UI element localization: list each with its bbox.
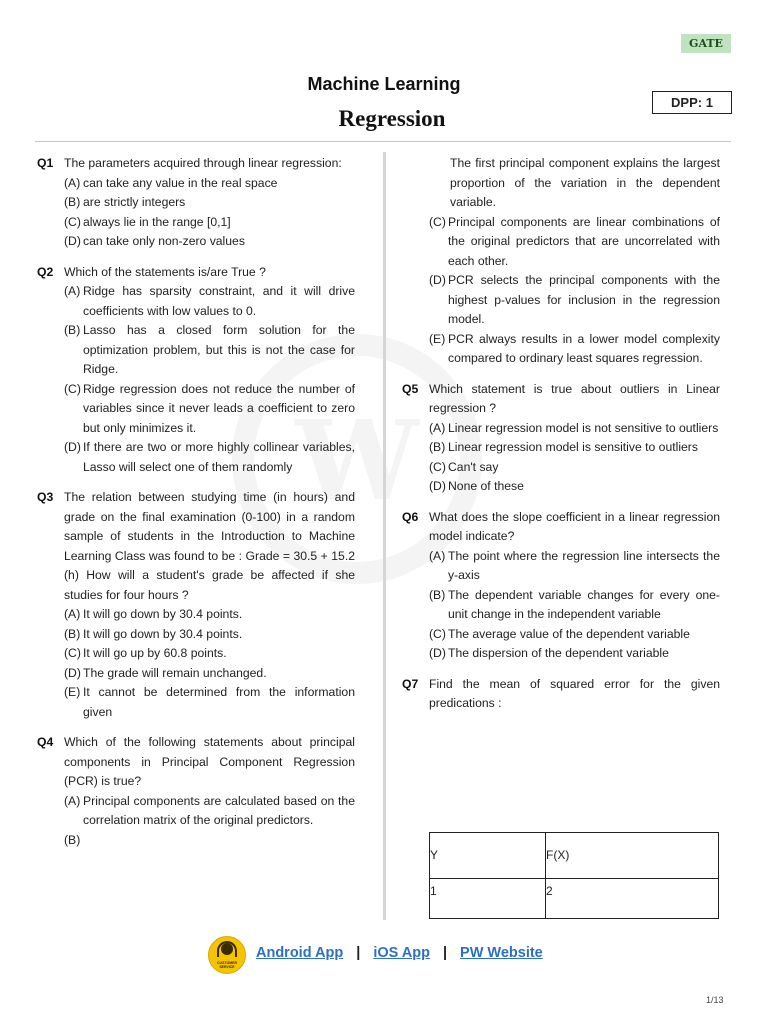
question-text: The relation between studying time (in hours) and grade on the final examination (0-100) in a random sample of students in the Introduction to Machine Learning Class was found to be : Grade = 30.5 + 15.2 (h) How will a student's grade be affected if she studies for four hours ?: [64, 490, 355, 602]
question-number: Q4: [37, 735, 54, 749]
option: (E) It cannot be determined from the information given: [64, 685, 355, 719]
option: (A) Linear regression model is not sensitive to outliers: [429, 420, 719, 435]
question-q3: [37, 488, 355, 722]
option: (C) It will go up by 60.8 points.: [64, 646, 227, 660]
option: (B) are strictly integers: [64, 195, 186, 209]
option: (D) PCR selects the principal components with the highest p-values for inclusion in the regression model.: [429, 273, 720, 326]
question-q6: [402, 508, 720, 664]
option: (D) can take only non-zero values: [64, 234, 245, 248]
option: (B) It will go down by 30.4 points.: [64, 626, 243, 641]
separator: |: [356, 945, 361, 961]
question-text: Which of the statements is/are True ?: [64, 264, 266, 279]
table-header-cell: F(X): [546, 833, 719, 879]
question-number: Q2: [37, 264, 54, 279]
question-number: Q6: [402, 509, 419, 524]
question-q7: [402, 675, 720, 714]
mse-table: [429, 832, 719, 919]
column-divider: [383, 152, 386, 920]
option: (C) Ridge regression does not reduce the number of variables since it never leads a coefficient to zero but only minimizes it.: [64, 381, 355, 435]
exam-badge: GATE: [681, 34, 731, 53]
option: (D) If there are two or more highly collinear variables, Lasso will select one of them randomly: [64, 440, 355, 474]
question-text: The parameters acquired through linear regression:: [64, 156, 342, 170]
option: (B) Linear regression model is sensitive to outliers: [429, 440, 698, 454]
separator: |: [442, 945, 448, 961]
footer-links: [256, 942, 543, 964]
option: (B) The dependent variable changes for every one-unit change in the independent variable: [429, 587, 720, 621]
header-divider: [35, 141, 731, 142]
option: (C) Can't say: [429, 459, 499, 474]
question-q4: Q4 Which of the following statements about principal components in Principal Component Regression (PCR) is true? (A) Principal components are calculated based on the correlation matrix of the original predictors. (B): [37, 735, 355, 847]
subject-title: Machine Learning: [307, 74, 461, 94]
option: (C) The average value of the dependent variable: [429, 626, 690, 641]
customer-service-label: CUSTOMER SERVICE: [217, 961, 237, 969]
question-text: Which statement is true about outliers in Linear regression ?: [429, 381, 720, 415]
table-header-cell: Y: [430, 833, 546, 879]
pw-website-link[interactable]: PW Website: [460, 945, 543, 961]
option: (B) Lasso has a closed form solution for the optimization problem, but this is not the case for Ridge.: [64, 323, 355, 376]
question-number: Q3: [37, 490, 54, 504]
left-column: [37, 154, 355, 847]
android-app-link[interactable]: Android App: [256, 945, 344, 961]
right-column: [402, 154, 720, 725]
question-number: Q5: [402, 381, 419, 396]
question-text: Which of the following statements about principal components in Principal Component Regression (PCR) is true?: [64, 735, 355, 788]
option: (A) It will go down by 30.4 points.: [64, 607, 243, 621]
table-row: [430, 879, 719, 919]
option: (A) The point where the regression line intersects the y-axis: [429, 548, 720, 582]
option: (A) Principal components are calculated based on the correlation matrix of the original predictors.: [64, 793, 355, 827]
mse-table-container: [429, 832, 719, 920]
option: (D) None of these: [429, 479, 524, 493]
option-continued: The first principal component explains the largest proportion of the variation in the dependent variable.: [450, 156, 720, 209]
question-q2: [37, 263, 355, 478]
option: (E) PCR always results in a lower model complexity compared to ordinary least squares regression.: [429, 331, 720, 365]
table-cell: 1: [430, 879, 546, 919]
dpp-label: DPP: 1: [652, 91, 732, 114]
question-number: Q1: [37, 156, 54, 170]
question-text: Find the mean of squared error for the given predications :: [429, 676, 720, 710]
option: (C) Principal components are linear combinations of the original predictors that are uncorrelated with each other.: [429, 214, 720, 268]
option: (D) The grade will remain unchanged.: [64, 665, 267, 680]
question-q1: [37, 154, 355, 252]
option: (D) The dispersion of the dependent variable: [429, 646, 669, 660]
option: (C) always lie in the range [0,1]: [64, 214, 231, 229]
option: (A) Ridge has sparsity constraint, and it will drive coefficients with low values to 0.: [64, 284, 355, 318]
question-q5: [402, 380, 720, 497]
option: (A) can take any value in the real space: [64, 175, 278, 190]
question-text: What does the slope coefficient in a linear regression model indicate?: [429, 509, 720, 543]
customer-service-icon: [208, 936, 246, 974]
chapter-title: Regression: [338, 106, 446, 131]
ios-app-link[interactable]: iOS App: [373, 945, 430, 961]
question-number: Q7: [402, 676, 419, 691]
page-number: 1/13: [706, 995, 724, 1005]
question-q4-continued: [402, 154, 720, 369]
table-cell: 2: [546, 879, 719, 919]
